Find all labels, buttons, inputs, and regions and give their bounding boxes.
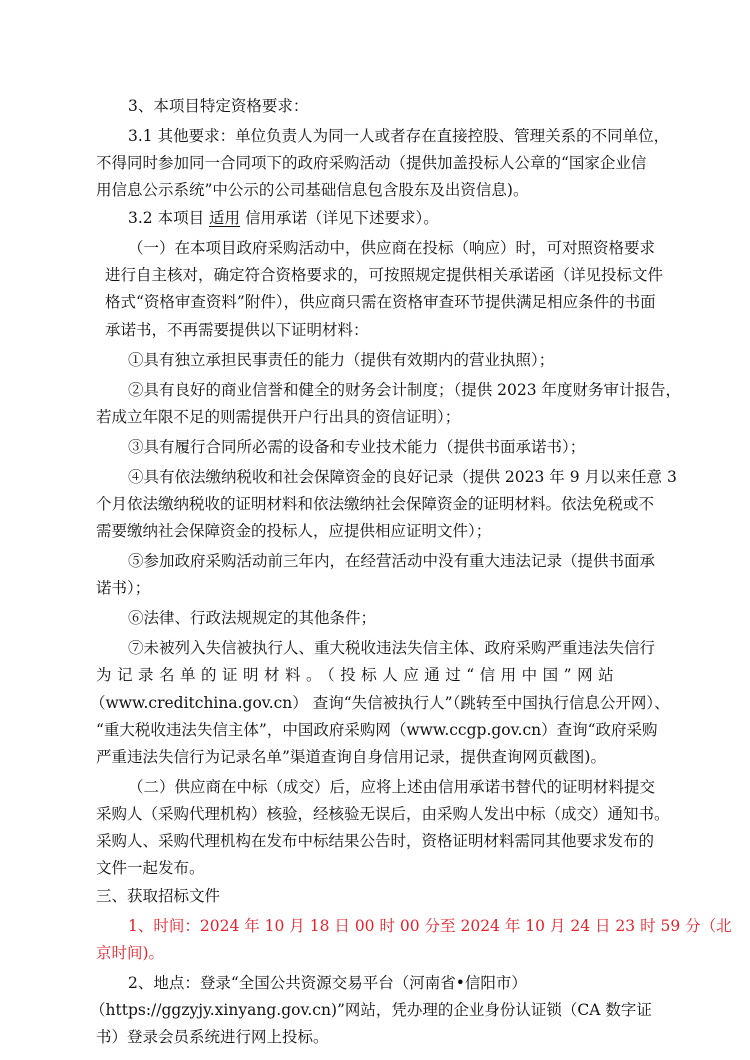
clause-1-line: （一）在本项目政府采购活动中，供应商在投标（响应）时，可对照资格要求 (128, 239, 656, 257)
clause-2-line: 采购人（采购代理机构）核验，经核验无误后，由采购人发出中标（成交）通知书。 (96, 805, 670, 823)
item-4-line: 个月依法缴纳税收的证明材料和依法缴纳社会保障资金的证明材料。依法免税或不 (96, 495, 655, 513)
clause-1-line: 承诺书，不再需要提供以下证明材料： (105, 321, 369, 339)
para-3-1-line: 不得同时参加同一合同项下的政府采购活动（提供加盖投标人公章的“国家企业信 (96, 154, 647, 172)
para-3-1-line: 3.1 其他要求：单位负责人为同一人或者存在直接控股、管理关系的不同单位， (128, 127, 670, 145)
location-line: （https://ggzyjy.xinyang.gov.cn)”网站，凭办理的企业身份认证锁（CA 数字证 (90, 1001, 652, 1019)
clause-2-line: （二）供应商在中标（成交）后，应将上述由信用承诺书替代的证明材料提交 (128, 778, 656, 796)
item-2-line: 若成立年限不足的则需提供开户行出具的资信证明）； (96, 408, 461, 426)
item-2-line: ②具有良好的商业信誉和健全的财务会计制度；（提供 2023 年度财务审计报告， (128, 381, 682, 399)
section-three-heading: 三、获取招标文件 (96, 887, 221, 905)
location-line: 2、地点：登录“全国公共资源交易平台（河南省•信阳市） (128, 974, 527, 992)
item-5-line: ⑤参加政府采购活动前三年内，在经营活动中没有重大违法记录（提供书面承 (128, 552, 656, 570)
item-7-line: ⑦未被列入失信被执行人、重大税收违法失信主体、政府采购严重违法失信行 (128, 639, 656, 657)
para-3-1-line: 用信息公示系统”中公示的公司基础信息包含股东及出资信息)。 (96, 181, 529, 199)
para-3-2 (128, 208, 439, 228)
section-3-heading: 3、本项目特定资格要求： (128, 97, 309, 115)
item-1: ①具有独立承担民事责任的能力（提供有效期内的营业执照）； (128, 351, 555, 369)
item-7-line: 严重违法失信行为记录名单”渠道查询自身信用记录，提供查询网页截图)。 (96, 748, 606, 766)
clause-1-line: 格式“资格审查资料”附件），供应商只需在资格审查环节提供满足相应条件的书面 (105, 293, 656, 311)
item-6: ⑥法律、行政法规规定的其他条件； (128, 609, 377, 627)
clause-1-line: 进行自主核对，确定符合资格要求的，可按照规定提供相关承诺函（详见投标文件 (105, 266, 664, 284)
para-3-2-applicable-value: 适用 (209, 209, 241, 227)
item-7-line: （www.creditchina.gov.cn） 查询“失信被执行人”（跳转至中国执行信息公开网）、 (90, 694, 670, 712)
time-line: 1、时间：2024 年 10 月 18 日 00 时 00 分至 2024 年 10 月 24 日 23 时 59 分（北 (128, 917, 732, 935)
item-7-line: 为记录名单的证明材料。（投标人应通过“信用中国”网站 (96, 666, 620, 684)
time-line: 京时间)。 (96, 944, 165, 962)
location-line: 书）登录会员系统进行网上投标。 (96, 1028, 329, 1046)
clause-2-line: 采购人、采购代理机构在发布中标结果公告时，资格证明材料需同其他要求发布的 (96, 832, 655, 850)
item-5-line: 诺书）； (96, 579, 151, 597)
para-3-2-suffix: 信用承诺（详见下述要求）。 (244, 209, 439, 227)
item-3: ③具有履行合同所必需的设备和专业技术能力（提供书面承诺书）； (128, 438, 586, 456)
item-7-line: “重大税收违法失信主体”，中国政府采购网（www.ccgp.gov.cn）查询“政府采购 (96, 721, 658, 739)
clause-2-line: 文件一起发布。 (96, 859, 205, 877)
item-4-line: ④具有依法缴纳税收和社会保障资金的良好记录（提供 2023 年 9 月以来任意 3 (128, 468, 677, 486)
para-3-2-prefix: 3.2 本项目 (128, 209, 205, 227)
item-4-line: 需要缴纳社会保障资金的投标人，应提供相应证明文件）； (96, 522, 492, 540)
